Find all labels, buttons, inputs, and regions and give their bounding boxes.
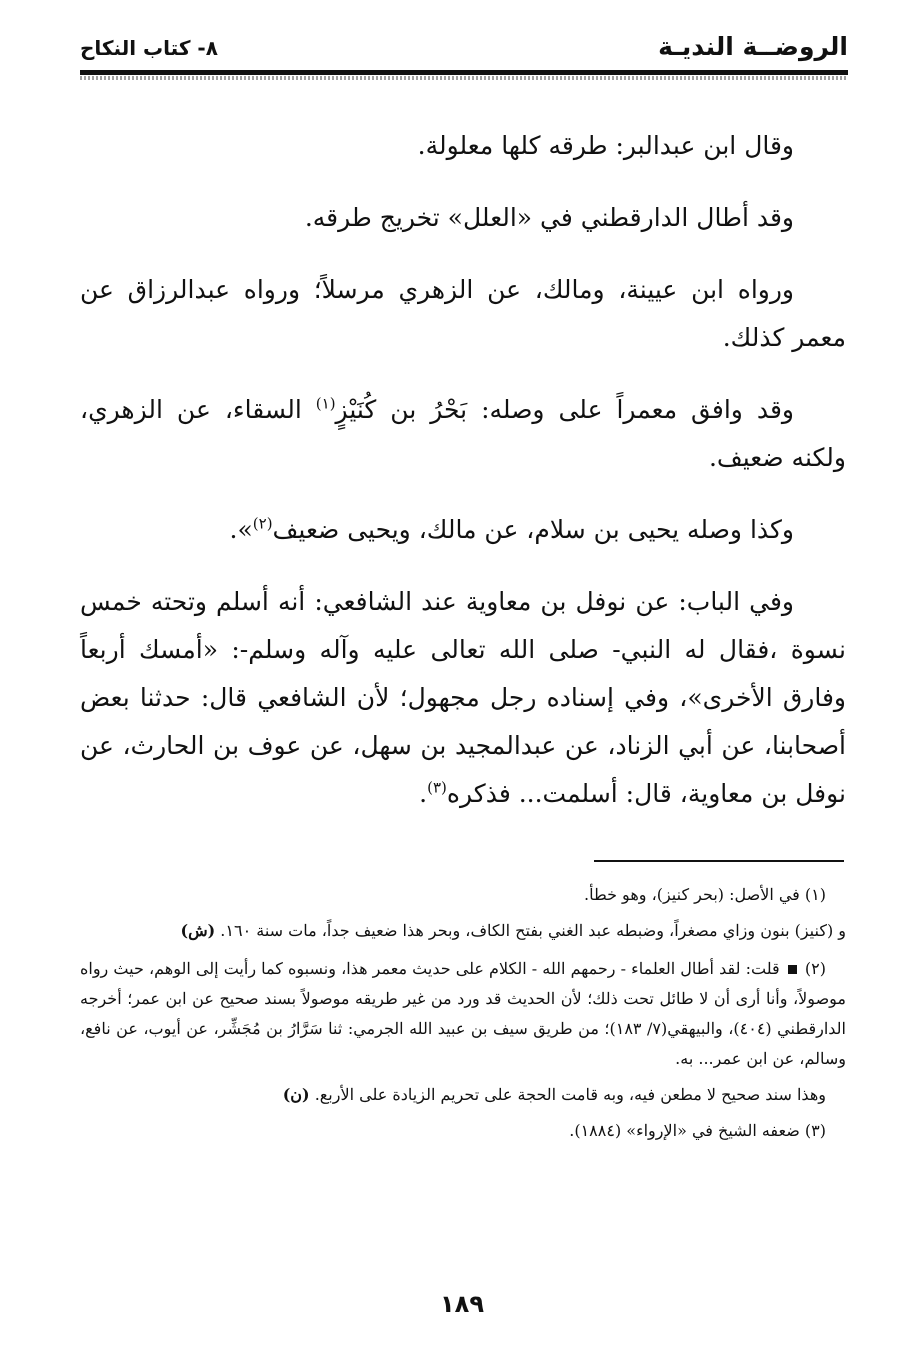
chapter-title: ٨- كتاب النكاح [80,36,218,60]
paragraph-4 [80,386,846,482]
paragraph-4-text-a: وقد وافق معمراً على وصله: بَحْرُ بن كُنَيْزٍ [335,395,794,424]
footnote-2-number: (٢) [804,959,827,978]
main-text [80,122,846,842]
footnote-ref-2: (٢) [252,514,273,533]
footnote-2 [80,954,846,1074]
running-header [80,30,848,72]
paragraph-6 [80,578,846,818]
footnote-1: (١) في الأصل: (بحر كنيز)، وهو خطأ. [583,885,826,904]
footnote-2-conclusion [80,1080,846,1110]
paragraph-3: ورواه ابن عيينة، ومالك، عن الزهري مرسلاً؛ ورواه عبدالرزاق عن معمر كذلك. [80,275,846,352]
paragraph-2: وقد أطال الدارقطني في «العلل» تخريج طرقه. [304,203,794,232]
footnote-separator [594,860,844,862]
paragraph-5-text-b: ». [229,515,253,544]
paragraph-4-text-b: السقاء، عن الزهري، ولكنه ضعيف. [80,395,846,472]
paragraph-5 [80,506,846,554]
paragraph-5-text-a: وكذا وصله يحيى بن سلام، عن مالك، ويحيى ضعيف [272,515,794,544]
page-number: ١٨٩ [440,1290,484,1318]
book-title: الروضــة النديـة [658,32,848,61]
paragraph-1: وقال ابن عبدالبر: طرقه كلها معلولة. [417,131,794,160]
header-rule [80,70,848,75]
footnote-1-text: و (كنيز) بنون وزاي مصغراً، وضبطه عبد الغني بفتح الكاف، وبحر هذا ضعيف جداً، مات سنة ١٦٠. [220,921,846,940]
footnote-1-signature: (ش) [180,921,216,940]
footnote-2-conclusion-text: وهذا سند صحيح لا مطعن فيه، وبه قامت الحجة على تحريم الزيادة على الأربع. [314,1085,826,1104]
footnotes [80,880,846,1152]
footnote-ref-1: (١) [315,394,336,413]
paragraph-6-text-b: . [419,779,428,808]
footnote-2-signature: (ن) [282,1085,310,1104]
header-rule-dotted [80,76,848,80]
footnote-2-text: قلت: لقد أطال العلماء - رحمهم الله - الكلام على حديث معمر هذا، ونسبوه كما رأيت إلى الوهم، حيث رواه موصولاً، وأنا أرى أن لا طائل تحت ذلك؛ لأن الحديث قد ورد من غير طريقه موصولاً بسند صحيح عن ابن عمر؛ أخرجه الدارقطني (٤٠٤)، والبيهقي(٧/ ١٨٣)؛ من طريق سيف بن عبيد الله الجرمي: ثنا سَرَّارُ بن مُجَشِّر، عن أيوب، عن نافع، وسالم، عن ابن عمر... به. [80,959,846,1068]
paragraph-6-text-a: وفي الباب: عن نوفل بن معاوية عند الشافعي: أنه أسلم وتحته خمس نسوة ،فقال له النبي- صلى الله تعالى عليه وآله وسلم-: «أمسك أربعاً وفارق الأخرى»، وفي إسناده رجل مجهول؛ لأن الشافعي قال: حدثنا بعض أصحابنا، عن أبي الزناد، عن عبدالمجيد بن سهل، عن عوف بن الحارث، عن نوفل بن معاوية، قال: أسلمت... فذكره [80,587,846,808]
footnote-3: (٣) ضعفه الشيخ في «الإرواء» (١٨٨٤). [569,1121,826,1140]
footnote-1-continued [80,916,846,946]
footnote-ref-3: (٣) [427,778,447,797]
square-bullet-icon [788,965,797,974]
